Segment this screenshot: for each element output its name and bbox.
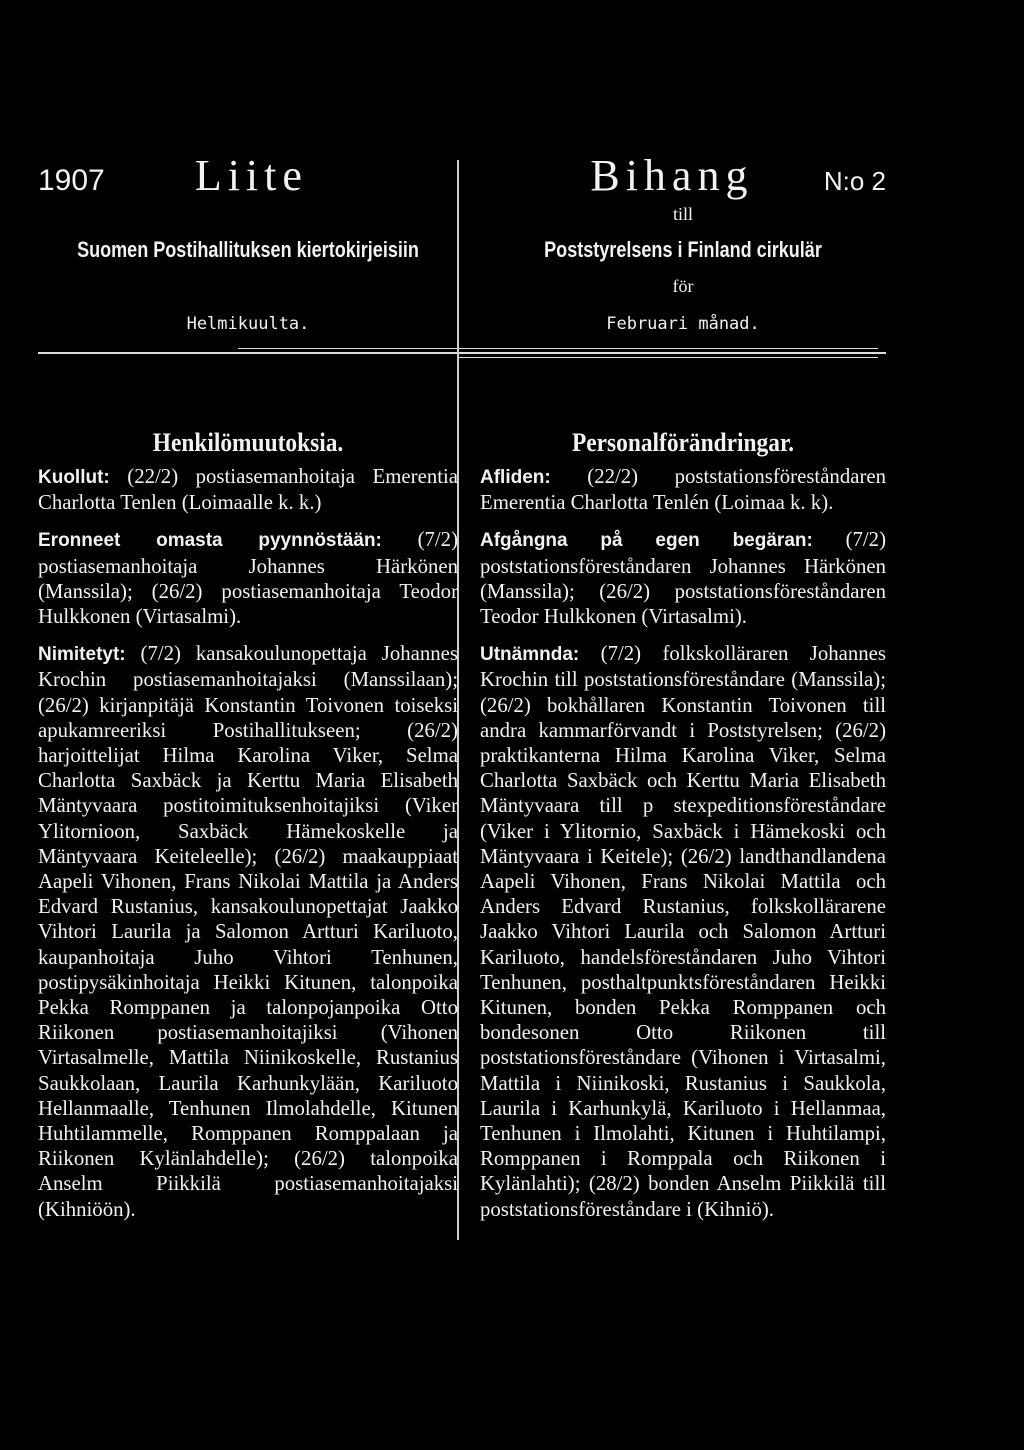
- rule-thin-lower: [458, 357, 878, 358]
- text-deceased-fi: (22/2) postiasemanhoitaja Emerentia Charlotta Tenlen (Loimaalle k. k.): [38, 465, 459, 515]
- right-column-swedish: [480, 150, 886, 334]
- rule-thin: [238, 348, 878, 349]
- lead-resigned-fi: Eronneet omasta pyynnöstään:: [38, 530, 382, 552]
- section-heading-swedish: Personalförändringar.: [571, 428, 795, 457]
- subtitle-finnish: Suomen Postihallituksen kiertokirjeisiin: [77, 237, 419, 262]
- left-for-spacer: [38, 276, 458, 298]
- title-finnish: Liite: [194, 151, 308, 200]
- paragraph-appointed-sv: [480, 641, 886, 1222]
- header-rules: [38, 348, 886, 358]
- paragraph-resigned-fi: [38, 527, 458, 629]
- for-word: för: [672, 276, 694, 296]
- left-till-spacer: [38, 204, 458, 226]
- paragraph-deceased-fi: [38, 464, 458, 515]
- left-body: [38, 428, 458, 1234]
- section-heading-finnish: Henkilömuutoksia.: [152, 428, 344, 457]
- rule-thick: [38, 352, 886, 354]
- lead-appointed-sv: Utnämnda:: [480, 644, 580, 666]
- subtitle-swedish: Poststyrelsens i Finland cirkulär: [544, 237, 822, 262]
- text-appointed-sv: (7/2) folkskolläraren Johannes Krochin till poststationsföreståndare (Manssila); (26/2) bokhållaren Konstantin Toivonen till andra kammarförvandt i Poststyrelsen; (26/2) praktikanterna Hilma Karolina Viker, Selma Charlotta Saxbäck och Kerttu Maria Elisabeth Mäntyvaara till p stexpeditionsföreståndare (Viker i Ylitornio, Saxbäck i Hämekoski och Mäntyvaara i Keitele); (26/2) landthandlandena Aapeli Vihonen, Frans Nikolai Mattila och Anders Edvard Rustanius, folkskollärarene Jaakko Vihtori Laurila och Salomon Artturi Kariluoto, handelsföreståndaren Juho Vihtori Tenhunen, posthaltpunktsföreståndaren Heikki Kitunen, bonden Pekka Romppanen och bondesonen Otto Riikonen till poststationsföreståndare (Vihonen i Virtasalmi, Mattila i Niinikoski, Rustanius i Saukkola, Laurila i Karhunkylä, Kariluoto i Hellanmaa, Tenhunen i Ilmolahti, Kitunen i Huhtilampi, Romppanen i Romppala och Riikonen i Kylänlahti); (28/2) bonden Anselm Piikkilä till poststationsföreståndare i (Kihniö).: [480, 642, 886, 1221]
- paragraph-resigned-sv: [480, 527, 886, 629]
- text-resigned-fi: (7/2) postiasemanhoitaja Johannes Härkönen (Manssila); (26/2) postiasemanhoitaja Teodor Hulkkonen (Virtasalmi).: [38, 528, 458, 629]
- till-word: till: [672, 204, 693, 224]
- right-body: [480, 428, 886, 1234]
- text-appointed-fi: (7/2) kansakoulunopettaja Johannes Krochin postiasemanhoitajaksi (Manssilaan); (26/2) kirjanpitäjä Konstantin Toivonen toiseksi apukamreeriksi Postihallitukseen; (26/2) harjoittelijat Hilma Karolina Viker, Selma Charlotta Saxbäck ja Kerttu Maria Elisabeth Mäntyvaara postitoimituksenhoitajiksi (Viker Ylitornioon, Saxbäck Hämekoskelle ja Mäntyvaara Keiteleelle); (26/2) maakauppiaat Aapeli Vihonen, Frans Nikolai Mattila ja Anders Edvard Rustanius, kansakoulunopettajat Jaakko Vihtori Laurila ja Salomon Artturi Kariluoto, kaupanhoitaja Juho Vihtori Tenhunen, postipysäkinhoitaja Heikki Kitunen, talonpoika Pekka Romppanen ja talonpojanpoika Otto Riikonen postiasemanhoitajiksi (Vihonen Virtasalmelle, Mattila Niinikoskelle, Rustanius Saukkolaan, Laurila Karhunkylään, Kariluoto Hellanmaalle, Tenhunen Ilmolahdelle, Kitunen Huhtilammelle, Romppanen Romppalaan ja Riikonen Kylänlahdelle); (26/2) talonpoika Anselm Piikkilä postiasemanhoitajaksi (Kihniöön).: [38, 642, 458, 1221]
- left-header-row: [38, 150, 458, 200]
- year: 1907: [38, 164, 105, 197]
- lead-deceased-sv: Afliden:: [480, 467, 551, 488]
- paragraph-deceased-sv: [480, 464, 886, 515]
- issue-number: N:o 2: [823, 166, 886, 196]
- text-deceased-sv: (22/2) poststationsföreståndaren Emerentia Charlotta Tenlén (Loimaa k. k).: [480, 465, 887, 515]
- left-column-finnish: [38, 150, 458, 334]
- lead-resigned-sv: Afgångna på egen begäran:: [480, 530, 813, 552]
- month-swedish: Februari månad.: [606, 314, 760, 334]
- text-resigned-sv: (7/2) poststationsföreståndaren Johannes Härkönen (Manssila); (26/2) poststationsföreståndaren Teodor Hulkkonen (Virtasalmi).: [480, 528, 887, 629]
- lead-deceased-fi: Kuollut:: [38, 467, 110, 488]
- lead-appointed-fi: Nimitetyt:: [38, 644, 126, 666]
- paragraph-appointed-fi: [38, 641, 458, 1222]
- right-header-row: [480, 150, 886, 200]
- title-swedish: Bihang: [590, 151, 754, 200]
- month-finnish: Helmikuulta.: [186, 314, 310, 334]
